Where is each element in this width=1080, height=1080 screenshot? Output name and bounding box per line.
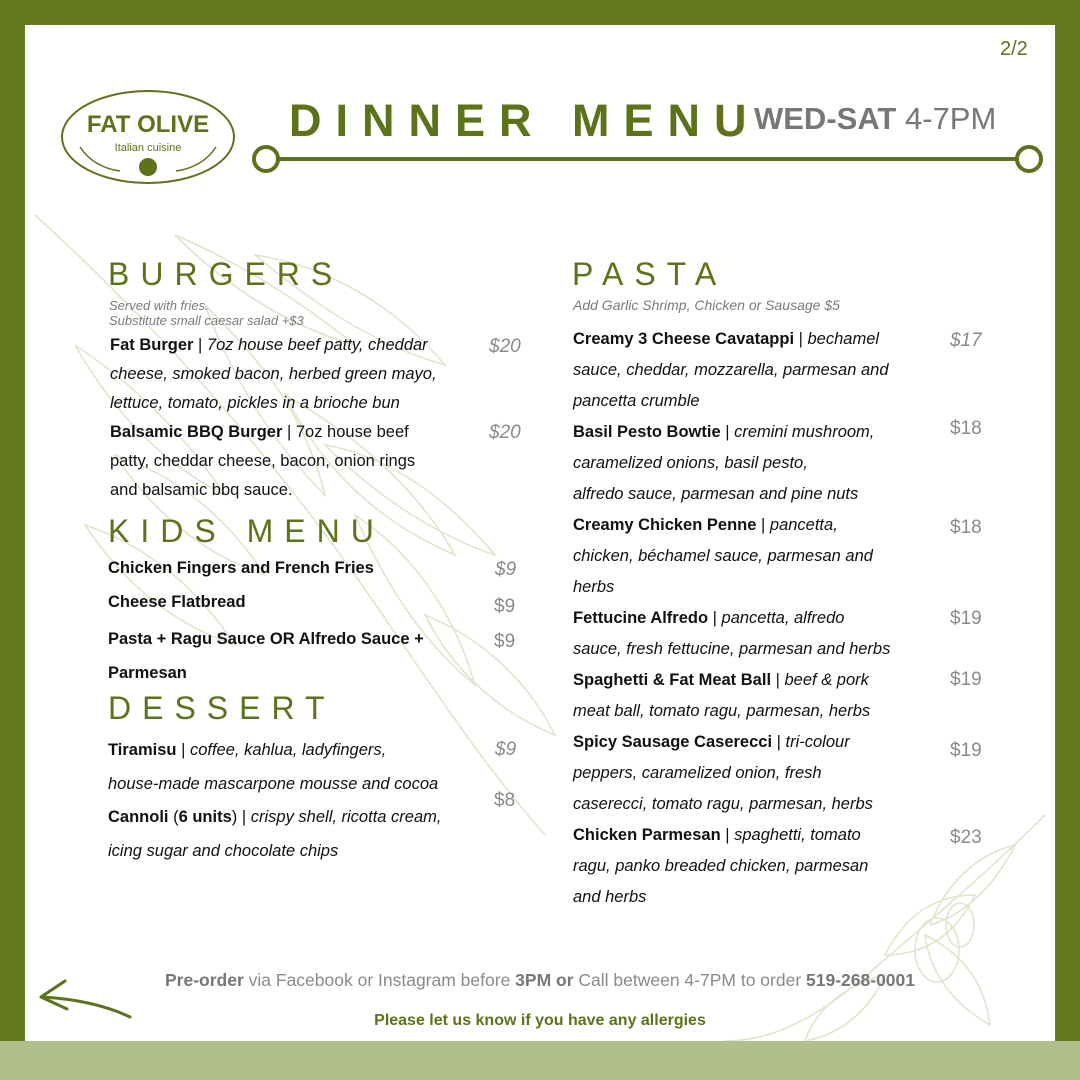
item-separator: | <box>237 808 251 826</box>
menu-item-tiramisu <box>108 733 438 801</box>
item-line <box>573 634 890 665</box>
item-price: $8 <box>494 790 516 811</box>
item-description: pancetta, <box>769 516 838 534</box>
item-line <box>110 360 490 389</box>
item-price: $20 <box>489 422 521 443</box>
service-days: WED-SAT <box>754 101 897 136</box>
item-description: house-made mascarpone mousse and cocoa <box>108 775 439 793</box>
item-line <box>108 733 438 767</box>
page-number: 2/2 <box>1000 38 1028 60</box>
kids-menu-heading: KIDS MENU <box>108 513 385 549</box>
item-name: Parmesan <box>108 664 187 682</box>
item-line <box>108 834 441 868</box>
menu-title: DINNER MENU <box>289 95 761 146</box>
menu-item-basil-pesto-bowtie <box>573 417 874 510</box>
menu-item-cavatappi <box>573 324 889 417</box>
item-separator: | <box>756 516 770 534</box>
item-price: $9 <box>495 739 517 760</box>
item-line <box>573 665 870 696</box>
allergy-note: Please let us know if you have any allergies <box>374 1012 706 1029</box>
title-underline-rule <box>250 145 1045 173</box>
burgers-note-line: Substitute small caesar salad +$3 <box>109 313 304 328</box>
item-line <box>573 603 890 634</box>
item-separator: | <box>708 609 722 627</box>
dessert-heading: DESSERT <box>108 690 336 726</box>
item-line <box>573 541 873 572</box>
item-line <box>110 447 490 476</box>
item-price: $20 <box>489 336 521 357</box>
menu-item-creamy-chicken-penne <box>573 510 873 603</box>
item-name: Cannoli <box>108 808 169 826</box>
item-separator: | <box>794 330 808 348</box>
burgers-heading: BURGERS <box>108 256 344 292</box>
item-line <box>108 622 424 656</box>
menu-item-fat-burger <box>110 331 490 418</box>
item-price: $18 <box>950 418 982 439</box>
item-description: coffee, kahlua, ladyfingers, <box>189 741 387 759</box>
item-description: patty, cheddar cheese, bacon, onion rings <box>110 452 416 470</box>
item-name: Tiramisu <box>108 741 177 759</box>
item-line <box>110 476 490 505</box>
item-line <box>573 758 873 789</box>
item-description: peppers, caramelized onion, fresh <box>573 764 822 782</box>
item-description: cheese, smoked bacon, herbed green mayo, <box>110 365 437 383</box>
item-price: $19 <box>950 669 982 690</box>
item-name: Spaghetti & Fat Meat Ball <box>573 671 772 689</box>
item-description: sauce, fresh fettucine, parmesan and herbs <box>573 640 891 658</box>
preorder-cutoff: 3PM or <box>515 970 574 990</box>
item-line <box>108 800 441 834</box>
preorder-text: via Facebook or Instagram before <box>243 970 516 990</box>
item-line <box>108 656 424 690</box>
item-separator: | <box>176 741 190 759</box>
item-description: herbs <box>573 578 615 596</box>
item-name: Cheese Flatbread <box>108 593 246 611</box>
menu-item-pasta-ragu <box>108 622 424 690</box>
item-description: pancetta, alfredo <box>721 609 845 627</box>
item-line <box>573 510 873 541</box>
item-line <box>573 789 873 820</box>
item-name: Pasta + Ragu Sauce OR Alfredo Sauce + <box>108 630 424 648</box>
item-price: $9 <box>494 631 516 652</box>
item-name: Creamy 3 Cheese Cavatappi <box>573 330 795 348</box>
fat-olive-logo <box>60 87 240 187</box>
item-qty-paren: ) <box>231 808 238 826</box>
burgers-note-line: Served with fries. <box>109 298 209 313</box>
logo-tagline-text: Italian cuisine <box>114 142 182 154</box>
item-line <box>573 851 868 882</box>
service-time: 4-7PM <box>904 101 997 136</box>
item-name: Creamy Chicken Penne <box>573 516 757 534</box>
item-description: 7oz house beef patty, cheddar <box>206 336 428 354</box>
item-line <box>573 448 874 479</box>
menu-page <box>25 25 1055 1041</box>
logo-brand-text: FAT OLIVE <box>86 111 210 138</box>
item-price: $19 <box>950 740 982 761</box>
pasta-note: Add Garlic Shrimp, Chicken or Sausage $5 <box>573 297 840 313</box>
item-line <box>573 479 874 510</box>
item-description: beef & pork <box>784 671 869 689</box>
item-name: Chicken Fingers and French Fries <box>108 559 374 577</box>
item-description: alfredo sauce, parmesan and pine nuts <box>573 485 859 503</box>
item-price: $18 <box>950 517 982 538</box>
menu-item-cannoli <box>108 800 441 868</box>
item-name: Spicy Sausage Caserecci <box>573 733 773 751</box>
item-description: cremini mushroom, <box>734 423 875 441</box>
item-line <box>573 696 870 727</box>
bottom-band <box>0 1041 1080 1080</box>
item-separator: | <box>720 423 735 441</box>
item-description: meat ball, tomato ragu, parmesan, herbs <box>573 702 871 720</box>
item-separator: | <box>771 671 785 689</box>
menu-item-spaghetti-meat-ball <box>573 665 870 727</box>
service-hours <box>754 101 996 137</box>
item-description: sauce, cheddar, mozzarella, parmesan and <box>573 361 889 379</box>
item-name: Basil Pesto Bowtie <box>573 423 721 441</box>
item-line <box>110 418 490 447</box>
item-separator: | <box>193 336 207 354</box>
item-separator: | <box>772 733 786 751</box>
item-line <box>110 331 490 360</box>
item-description: ragu, panko breaded chicken, parmesan <box>573 857 869 875</box>
item-description: pancetta crumble <box>573 392 700 410</box>
menu-item-chicken-fingers <box>108 554 374 583</box>
item-line <box>573 417 874 448</box>
item-price: $9 <box>494 596 516 617</box>
item-description: crispy shell, ricotta cream, <box>250 808 442 826</box>
item-quantity: 6 units <box>178 808 232 826</box>
menu-item-spicy-sausage-caserecci <box>573 727 873 820</box>
preorder-info <box>25 970 1055 991</box>
item-description: icing sugar and chocolate chips <box>108 842 339 860</box>
item-description: tri-colour <box>785 733 850 751</box>
item-name: Fettucine Alfredo <box>573 609 709 627</box>
phone-number: 519-268-0001 <box>806 970 915 990</box>
menu-item-fettucine-alfredo <box>573 603 890 665</box>
item-description: caserecci, tomato ragu, parmesan, herbs <box>573 795 873 813</box>
item-price: $9 <box>495 559 517 580</box>
item-name: Balsamic BBQ Burger <box>110 423 283 441</box>
menu-item-balsamic-bbq-burger <box>110 418 490 505</box>
item-line <box>573 386 889 417</box>
item-price: $23 <box>950 827 982 848</box>
menu-item-chicken-parmesan <box>573 820 868 913</box>
item-line <box>110 389 490 418</box>
item-description: lettuce, tomato, pickles in a brioche bun <box>110 394 400 412</box>
preorder-text: Call between 4-7PM to order <box>573 970 807 990</box>
item-separator: | <box>282 423 296 441</box>
item-line <box>108 767 438 801</box>
item-line <box>573 572 873 603</box>
item-description: and herbs <box>573 888 647 906</box>
item-name: Fat Burger <box>110 336 194 354</box>
preorder-label: Pre-order <box>165 970 244 990</box>
item-name: Chicken Parmesan <box>573 826 721 844</box>
menu-item-cheese-flatbread <box>108 588 246 617</box>
item-qty-paren: ( <box>168 808 179 826</box>
item-line <box>573 820 868 851</box>
item-price: $17 <box>950 330 982 351</box>
pasta-heading: PASTA <box>572 256 728 292</box>
item-line <box>573 727 873 758</box>
item-description: spaghetti, tomato <box>734 826 861 844</box>
item-line <box>573 324 889 355</box>
item-description: 7oz house beef <box>295 423 409 441</box>
item-description: bechamel <box>807 330 880 348</box>
item-description: caramelized onions, basil pesto, <box>573 454 808 472</box>
item-line <box>573 355 889 386</box>
item-separator: | <box>720 826 735 844</box>
burgers-note <box>109 298 304 328</box>
item-line <box>573 882 868 913</box>
item-description: and balsamic bbq sauce. <box>110 481 293 499</box>
item-price: $19 <box>950 608 982 629</box>
item-description: chicken, béchamel sauce, parmesan and <box>573 547 873 565</box>
